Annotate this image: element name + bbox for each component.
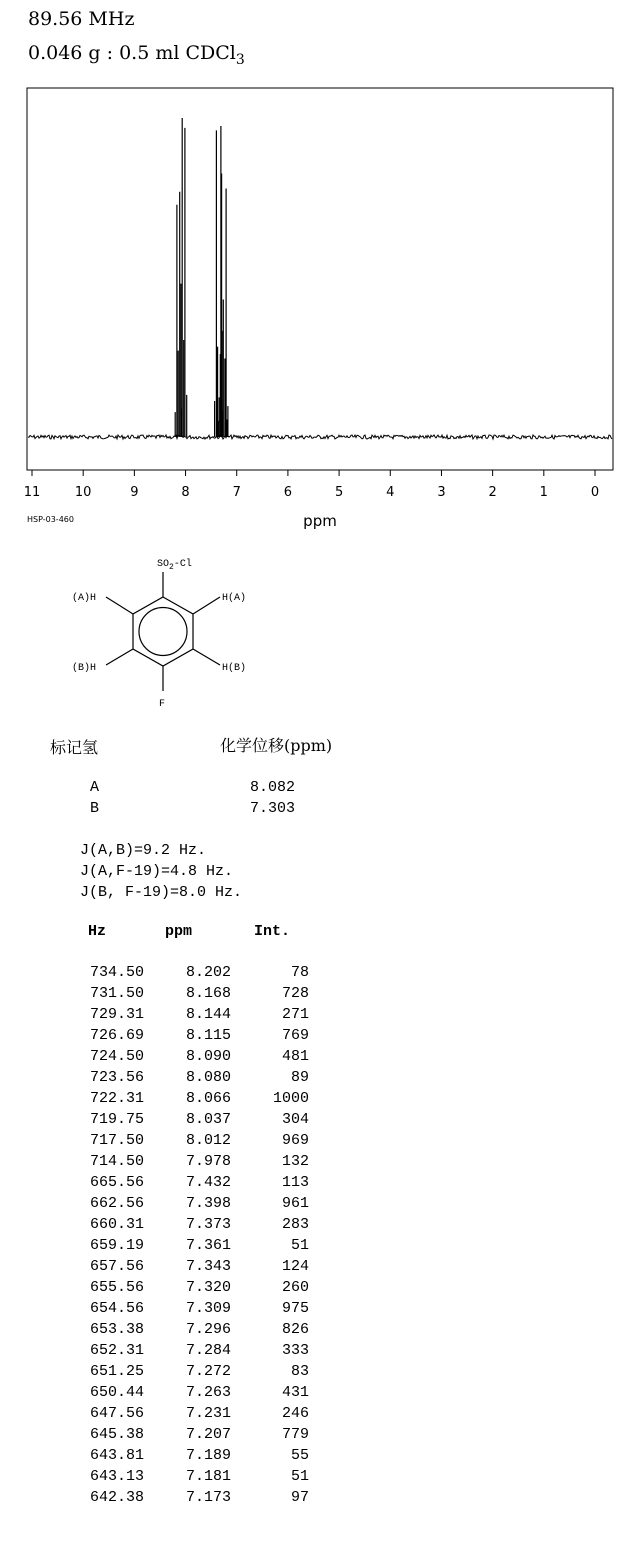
coupling-constant-ab: J(A,B)=9.2 Hz. [80, 842, 207, 859]
peak-ppm: 7.373 [185, 1216, 231, 1233]
peak-ppm: 7.296 [185, 1321, 231, 1338]
bond-bottom-right [193, 649, 220, 665]
x-axis-label: ppm [303, 512, 337, 530]
peak-ppm: 7.207 [185, 1426, 231, 1443]
peak-ppm: 8.037 [185, 1111, 231, 1128]
h-a-left-label: (A)H [72, 593, 97, 604]
peak-hz: 654.56 [89, 1300, 144, 1317]
peak-hz: 650.44 [89, 1384, 144, 1401]
spectrum-code: HSP-03-460 [27, 515, 74, 524]
peak-table-row [78, 1340, 309, 1361]
x-tick-label: 2 [488, 485, 497, 500]
peak-intensity: 975 [281, 1300, 309, 1317]
peak-hz: 662.56 [89, 1195, 144, 1212]
peak-ppm: 8.168 [185, 985, 231, 1002]
peak-hz: 731.50 [89, 985, 144, 1002]
x-tick-label: 4 [386, 485, 395, 500]
peak-hz: 719.75 [89, 1111, 144, 1128]
peak-intensity: 271 [281, 1006, 309, 1023]
peak-hz: 657.56 [89, 1258, 144, 1275]
peak-intensity: 51 [290, 1237, 309, 1254]
peak-table-row [78, 1067, 309, 1088]
peak-hz: 717.50 [89, 1132, 144, 1149]
peak-intensity: 283 [281, 1216, 309, 1233]
peak-ppm: 8.066 [185, 1090, 231, 1107]
peak-intensity: 78 [290, 964, 309, 981]
peak-hz: 723.56 [89, 1069, 144, 1086]
peak-ppm: 7.263 [185, 1384, 231, 1401]
sample-text: 0.046 g : 0.5 ml CDCl [28, 42, 236, 64]
peak-hz: 726.69 [89, 1027, 144, 1044]
peak-ppm: 7.231 [185, 1405, 231, 1422]
peak-intensity: 431 [281, 1384, 309, 1401]
x-tick-label: 1 [539, 485, 548, 500]
peak-intensity: 826 [281, 1321, 309, 1338]
peak-table-row [78, 1466, 309, 1487]
peak-table-row [78, 1256, 309, 1277]
peak-table-row [78, 962, 309, 983]
peak-table-row [78, 1235, 309, 1256]
peak-hz: 722.31 [89, 1090, 144, 1107]
peak-ppm: 7.181 [185, 1468, 231, 1485]
peak-hz: 734.50 [89, 964, 144, 981]
peak-intensity: 779 [281, 1426, 309, 1443]
peak-hz: 714.50 [89, 1153, 144, 1170]
peak-table-row [78, 1088, 309, 1109]
nmr-spectrum-chart [0, 80, 635, 540]
peak-ppm: 7.432 [185, 1174, 231, 1191]
x-tick-label: 11 [23, 485, 41, 500]
peak-table-row [78, 1298, 309, 1319]
peak-ppm: 7.398 [185, 1195, 231, 1212]
shift-row-label: B [90, 800, 100, 817]
peak-intensity: 481 [281, 1048, 309, 1065]
hydrogen-label-header: 标记氢 [50, 738, 99, 757]
bond-top-left [106, 597, 133, 614]
peak-ppm: 7.284 [185, 1342, 231, 1359]
peak-intensity: 969 [281, 1132, 309, 1149]
spectrometer-frequency: 89.56 MHz [28, 8, 135, 30]
shift-row-value: 8.082 [250, 779, 296, 796]
peak-table-row [78, 1193, 309, 1214]
x-tick-label: 10 [74, 485, 92, 500]
h-b-left-label: (B)H [72, 663, 97, 674]
peak-hz: 660.31 [89, 1216, 144, 1233]
peak-intensity: 83 [290, 1363, 309, 1380]
peak-ppm: 7.320 [185, 1279, 231, 1296]
peak-ppm: 7.343 [185, 1258, 231, 1275]
peak-intensity: 51 [290, 1468, 309, 1485]
peak-table-row [78, 1403, 309, 1424]
peak-hz: 645.38 [89, 1426, 144, 1443]
peak-ppm: 7.173 [185, 1489, 231, 1506]
sample-concentration [28, 42, 245, 68]
peak-ppm: 7.978 [185, 1153, 231, 1170]
peak-hz: 729.31 [89, 1006, 144, 1023]
peak-table-row [78, 1025, 309, 1046]
peak-table-row [78, 983, 309, 1004]
peak-table-row [78, 1151, 309, 1172]
peak-intensity: 246 [281, 1405, 309, 1422]
shift-row-a [90, 779, 295, 796]
peak-table-header-hz: Hz [88, 923, 107, 940]
x-tick-label: 9 [130, 485, 139, 500]
peak-table-row [78, 1214, 309, 1235]
peak-hz: 643.81 [89, 1447, 144, 1464]
sample-subscript: 3 [235, 51, 245, 68]
coupling-constant-bf: J(B, F-19)=8.0 Hz. [80, 884, 243, 901]
shift-row-label: A [90, 779, 100, 796]
x-tick-label: 0 [590, 485, 600, 500]
peak-table-row [78, 1445, 309, 1466]
peak-table-row [78, 1109, 309, 1130]
peak-intensity: 1000 [272, 1090, 309, 1107]
x-tick-label: 6 [283, 485, 293, 500]
chemical-shift-header: 化学位移(ppm) [220, 736, 333, 755]
peak-table-header-int: Int. [254, 923, 291, 940]
aromatic-circle [139, 608, 187, 656]
peak-intensity: 961 [281, 1195, 309, 1212]
substituent-label: $SO_2-Cl$ [157, 559, 192, 572]
peak-hz: 655.56 [89, 1279, 144, 1296]
bond-top-right [193, 597, 220, 614]
peak-table-row [78, 1382, 309, 1403]
peak-ppm: 7.309 [185, 1300, 231, 1317]
x-tick-label: 3 [437, 485, 446, 500]
x-tick-label: 5 [334, 485, 344, 500]
peak-hz: 659.19 [89, 1237, 144, 1254]
peak-hz: 651.25 [89, 1363, 144, 1380]
x-axis-ticks [24, 470, 599, 500]
peak-table [78, 962, 309, 1508]
peak-ppm: 8.080 [185, 1069, 231, 1086]
peak-intensity: 55 [290, 1447, 309, 1464]
peak-intensity: 769 [281, 1027, 309, 1044]
peak-ppm: 8.012 [185, 1132, 231, 1149]
coupling-constant-af: J(A,F-19)=4.8 Hz. [80, 863, 234, 880]
plot-frame [27, 88, 613, 470]
peak-table-row [78, 1130, 309, 1151]
x-tick-label: 8 [181, 485, 190, 500]
peak-intensity: 333 [281, 1342, 309, 1359]
peak-ppm: 8.202 [185, 964, 231, 981]
peak-ppm: 8.144 [185, 1006, 231, 1023]
peak-table-row [78, 1424, 309, 1445]
x-tick-label: 7 [232, 485, 241, 500]
peak-intensity: 124 [281, 1258, 309, 1275]
h-a-right-label: H(A) [222, 593, 247, 604]
h-b-right-label: H(B) [222, 663, 247, 674]
peak-ppm: 8.115 [185, 1027, 231, 1044]
peak-hz: 642.38 [89, 1489, 144, 1506]
peak-hz: 653.38 [89, 1321, 144, 1338]
fluorine-label: F [159, 699, 166, 710]
peak-ppm: 7.272 [185, 1363, 231, 1380]
peak-intensity: 89 [290, 1069, 309, 1086]
peak-table-row [78, 1004, 309, 1025]
peak-table-row [78, 1361, 309, 1382]
peak-hz: 665.56 [89, 1174, 144, 1191]
shift-row-b [90, 800, 295, 817]
peak-intensity: 728 [281, 985, 309, 1002]
peak-intensity: 304 [281, 1111, 309, 1128]
peak-hz: 647.56 [89, 1405, 144, 1422]
peak-table-row [78, 1172, 309, 1193]
peak-intensity: 113 [281, 1174, 309, 1191]
peak-intensity: 260 [281, 1279, 309, 1296]
peak-ppm: 7.189 [185, 1447, 231, 1464]
shift-row-value: 7.303 [250, 800, 296, 817]
peak-table-row [78, 1046, 309, 1067]
peak-intensity: 132 [281, 1153, 309, 1170]
peak-hz: 643.13 [89, 1468, 144, 1485]
peak-table-header-ppm: ppm [165, 923, 193, 940]
bond-bottom-left [106, 649, 133, 665]
molecule-structure [0, 545, 300, 715]
peak-hz: 652.31 [89, 1342, 144, 1359]
peak-ppm: 7.361 [185, 1237, 231, 1254]
peak-hz: 724.50 [89, 1048, 144, 1065]
peak-table-row [78, 1319, 309, 1340]
peak-table-row [78, 1277, 309, 1298]
peak-table-row [78, 1487, 309, 1508]
peak-ppm: 8.090 [185, 1048, 231, 1065]
peak-intensity: 97 [290, 1489, 309, 1506]
